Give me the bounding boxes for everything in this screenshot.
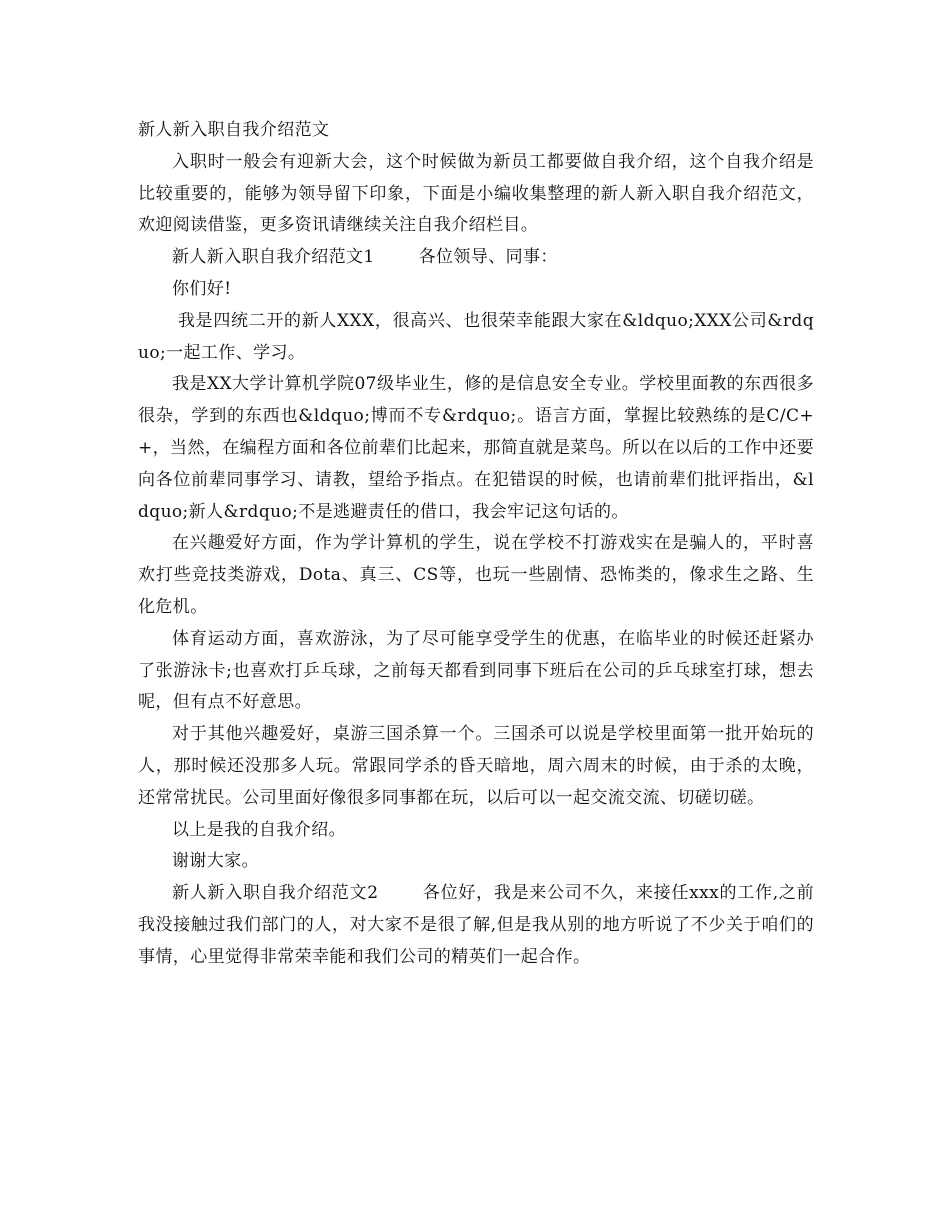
thanks-paragraph: 谢谢大家。 bbox=[172, 851, 259, 872]
document-page bbox=[138, 115, 814, 974]
section-2-heading: 新人新入职自我介绍范文2 bbox=[172, 883, 379, 904]
self-intro-paragraph: 我是四统二开的新人XXX，很高兴、也很荣幸能跟大家在&ldquo;XXX公司&rdquo;一起工作、学习。 bbox=[138, 310, 814, 363]
intro-paragraph: 入职时一般会有迎新大会，这个时候做为新员工都要做自我介绍，这个自我介绍是比较重要的，能够为领导留下印象，下面是小编收集整理的新人新入职自我介绍范文，欢迎阅读借鉴，更多资讯请继续关注自我介绍栏目。 bbox=[138, 151, 814, 236]
education-paragraph: 我是XX大学计算机学院07级毕业生，修的是信息安全专业。学校里面教的东西很多很杂，学到的东西也&ldquo;博而不专&rdquo;。语言方面，掌握比较熟练的是C/C++，当然，在编程方面和各位前辈们比起来，那简直就是菜鸟。所以在以后的工作中还要向各位前辈同事学习、请教，望给予指点。在犯错误的时候，也请前辈们批评指出，&ldquo;新人&rdquo;不是逃避责任的借口，我会牢记这句话的。 bbox=[138, 374, 814, 522]
document-title: 新人新入职自我介绍范文 bbox=[138, 120, 330, 140]
other-hobbies-paragraph: 对于其他兴趣爱好，桌游三国杀算一个。三国杀可以说是学校里面第一批开始玩的人，那时候还没那多人玩。常跟同学杀的昏天暗地，周六周末的时候，由于杀的太晚，还常常扰民。公司里面好像很多同事都在玩，以后可以一起交流交流、切磋切磋。 bbox=[138, 724, 814, 808]
hobbies-paragraph: 在兴趣爱好方面，作为学计算机的学生，说在学校不打游戏实在是骗人的，平时喜欢打些竞技类游戏，Dota、真三、CS等，也玩一些剧情、恐怖类的，像求生之路、生化危机。 bbox=[138, 533, 814, 617]
section-2-paragraph bbox=[138, 878, 814, 973]
section-1-heading: 新人新入职自我介绍范文1 bbox=[172, 247, 375, 268]
section-1-greeting: 各位领导、同事： bbox=[418, 247, 558, 268]
sports-paragraph: 体育运动方面，喜欢游泳，为了尽可能享受学生的优惠，在临毕业的时候还赶紧办了张游泳卡;也喜欢打乒乓球，之前每天都看到同事下班后在公司的乒乓球室打球，想去呢，但有点不好意思。 bbox=[138, 628, 814, 713]
section-1-line bbox=[138, 242, 814, 274]
closing-paragraph: 以上是我的自我介绍。 bbox=[172, 819, 346, 840]
section-2-text: 各位好，我是来公司不久，来接任xxx的工作,之前我没接触过我们部门的人，对大家不是很了解,但是我从别的地方听说了不少关于咱们的事情，心里觉得非常荣幸能和我们公司的精英们一起合作。 bbox=[138, 883, 815, 967]
greeting-paragraph: 你们好! bbox=[172, 278, 232, 299]
